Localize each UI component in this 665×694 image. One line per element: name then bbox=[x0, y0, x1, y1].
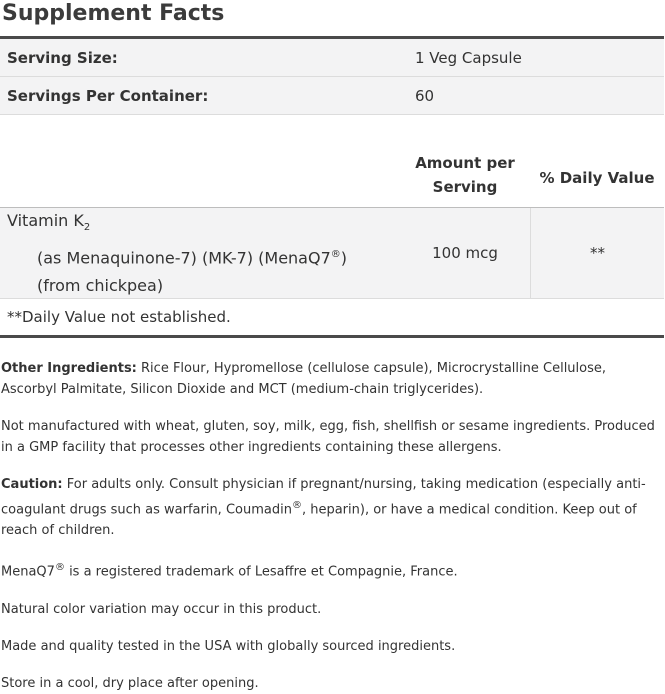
servings-per-container-label: Servings Per Container: bbox=[7, 86, 209, 105]
page-title: Supplement Facts bbox=[2, 1, 225, 26]
caution-statement bbox=[1, 474, 659, 541]
nutrient-name-text: Vitamin K bbox=[7, 211, 84, 231]
amount-header-line2: Serving bbox=[432, 178, 498, 196]
trademark-text: is a registered trademark of Lesaffre et Compagnie, France. bbox=[64, 564, 458, 580]
nutrient-name-subscript: 2 bbox=[83, 222, 91, 234]
registered-mark: ® bbox=[330, 249, 341, 261]
nutrient-detail bbox=[7, 241, 400, 271]
caution-text-a: For adults only. Consult physician if pregnant/nursing, taking medication (especially anti-coagulant drugs such as warfarin, Coumadin bbox=[1, 477, 646, 518]
serving-size-row bbox=[0, 39, 664, 77]
nutrient-amount: 100 mcg bbox=[400, 208, 531, 298]
nutrient-detail-close: ) bbox=[340, 248, 347, 268]
registered-mark: ® bbox=[54, 562, 65, 574]
table-header-row bbox=[0, 115, 664, 208]
storage-note: Store in a cool, dry place after opening. bbox=[1, 675, 259, 691]
caution-text-b: , heparin), or have a medical condition. Keep out of reach of children. bbox=[1, 502, 637, 539]
other-ingredients bbox=[1, 358, 659, 400]
nutrient-name-cell bbox=[0, 208, 400, 298]
registered-mark: ® bbox=[291, 500, 302, 511]
amount-header-line1: Amount per bbox=[415, 154, 515, 172]
nutrient-daily-value: ** bbox=[590, 244, 605, 262]
other-ingredients-text: Rice Flour, Hypromellose (cellulose capsule), Microcrystalline Cellulose, Ascorbyl Palmitate, Silicon Dioxide and MCT (medium-chain triglycerides). bbox=[1, 361, 607, 397]
other-ingredients-label: Other Ingredients: bbox=[1, 361, 137, 376]
made-in-usa-note: Made and quality tested in the USA with globally sourced ingredients. bbox=[1, 638, 456, 654]
servings-per-container-value: 60 bbox=[415, 86, 435, 105]
nutrient-name bbox=[7, 207, 400, 241]
color-variation-note: Natural color variation may occur in this product. bbox=[1, 601, 322, 617]
label-notes bbox=[0, 338, 665, 694]
trademark-statement bbox=[1, 557, 659, 582]
serving-size-value: 1 Veg Capsule bbox=[415, 48, 522, 67]
serving-size-label: Serving Size: bbox=[7, 48, 118, 67]
daily-value-header: % Daily Value bbox=[539, 169, 655, 187]
caution-label: Caution: bbox=[1, 477, 63, 492]
trademark-name: MenaQ7 bbox=[1, 564, 55, 580]
amount-per-serving-header bbox=[400, 151, 530, 207]
nutrient-detail-text: (as Menaquinone-7) (MK-7) (MenaQ7 bbox=[37, 248, 331, 268]
nutrient-row bbox=[0, 208, 664, 299]
servings-per-container-row bbox=[0, 77, 664, 115]
allergen-statement: Not manufactured with wheat, gluten, soy, milk, egg, fish, shellfish or sesame ingredients. Produced in a GMP facility that processes other ingredients containing these allergens. bbox=[1, 419, 655, 455]
supplement-facts-table bbox=[0, 36, 664, 338]
daily-value-footnote: **Daily Value not established. bbox=[7, 308, 231, 326]
nutrient-source: (from chickpea) bbox=[37, 275, 164, 295]
